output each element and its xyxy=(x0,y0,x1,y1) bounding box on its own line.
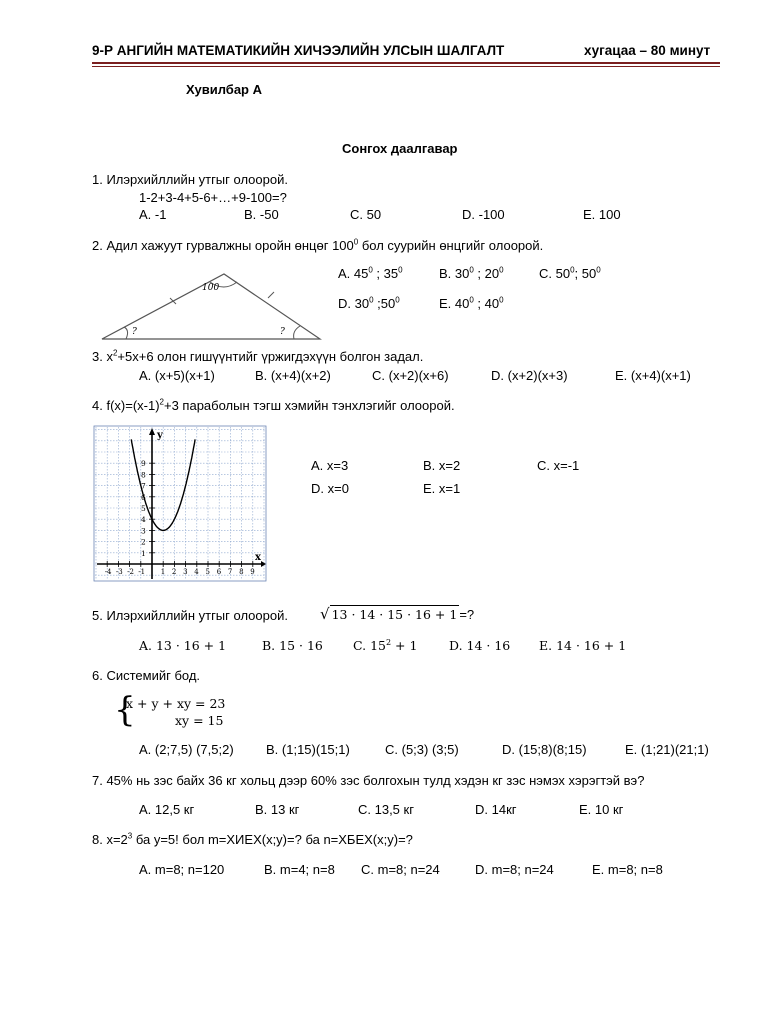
q5-expression: √ 13 · 14 · 15 · 16 + 1 =? xyxy=(320,605,475,623)
q2-option-d: D. $30^0$ $;50^0$ xyxy=(338,295,400,311)
q6-equation-2: xy = 15 xyxy=(175,713,224,728)
q6-option-a: A. (2;7,5) (7,5;2) xyxy=(139,742,234,757)
q3-option-a: A. (x+5)(x+1) xyxy=(139,368,215,383)
q7-option-a: A. 12,5 кг xyxy=(139,802,195,817)
y-tick-label: 3 xyxy=(141,526,146,536)
q3-option-e: E. (x+4)(x+1) xyxy=(615,368,691,383)
q8-option-d: D. m=8; n=24 xyxy=(475,862,554,877)
x-tick-label: 9 xyxy=(250,568,255,576)
triangle-left-angle-label: ? xyxy=(132,327,137,337)
q7-option-e: E. 10 кг xyxy=(579,802,624,817)
q8-option-c: C. m=8; n=24 xyxy=(361,862,440,877)
triangle-apex-label: 100 xyxy=(202,283,220,293)
variant-label: Хувилбар А xyxy=(186,82,263,97)
q1-expression: 1-2+3-4+5-6+…+9-100=? xyxy=(139,190,287,205)
q1-prompt: 1. Илэрхийллийн утгыг олоорой. xyxy=(92,172,288,187)
y-tick-label: 6 xyxy=(141,492,146,502)
q6-option-c: C. (5;3) (3;5) xyxy=(385,742,459,757)
q6-equation-1: x + y + xy = 23 xyxy=(126,696,226,711)
q2-prompt: 2. Адил хажуут гурвалжны оройн өнцөг $100^0$ бол суурийн өнцгийг олоорой. xyxy=(92,237,544,253)
y-tick-label: 2 xyxy=(141,537,146,547)
q7-option-c: C. 13,5 кг xyxy=(358,802,414,817)
y-tick-label: 1 xyxy=(141,548,146,558)
isosceles-triangle-figure xyxy=(98,268,328,344)
q2-option-c: C. $50^0$; $50^0$ xyxy=(539,265,601,281)
y-tick-label: 4 xyxy=(141,515,146,525)
q5-option-a: A. 13 · 16 + 1 xyxy=(139,638,227,653)
q8-option-b: B. m=4; n=8 xyxy=(264,862,335,877)
q5-option-e: E. 14 · 16 + 1 xyxy=(539,638,627,653)
x-tick-label: -3 xyxy=(115,568,123,576)
x-tick-label: 3 xyxy=(183,568,188,576)
q3-prompt: 3. $x^2+5x+6$ олон гишүүнтийг үржигдэхүүн болгон задал. xyxy=(92,348,424,364)
x-tick-label: 6 xyxy=(216,568,222,576)
q3-option-c: C. (x+2)(x+6) xyxy=(372,368,449,383)
x-tick-label: 8 xyxy=(239,568,244,576)
exam-duration: хугацаа – 80 минут xyxy=(584,43,711,58)
q8-option-a: A. m=8; n=120 xyxy=(139,862,225,877)
triangle-right-angle-label: ? xyxy=(280,327,285,337)
x-tick-label: 2 xyxy=(171,568,177,576)
x-tick-label: 4 xyxy=(194,568,199,576)
q5-prompt: 5. Илэрхийллийн утгыг олоорой. xyxy=(92,608,288,623)
y-tick-label: 7 xyxy=(141,481,146,491)
x-axis-arrow xyxy=(261,561,266,567)
q2-option-e: E. $40^0$ ; $40^0$ xyxy=(439,295,504,311)
q4-option-c: C. x=-1 xyxy=(537,458,580,473)
q4-prompt: 4. $f(x)=(x-1)^2+3$ параболын тэгш хэмийн тэнхлэгийг олоорой. xyxy=(92,397,455,413)
q6-prompt: 6. Системийг бод. xyxy=(92,668,201,683)
q5-option-b: B. 15 · 16 xyxy=(262,638,323,653)
q1-option-c: C. 50 xyxy=(350,207,382,222)
q7-option-b: B. 13 кг xyxy=(255,802,300,817)
q6-option-d: D. (15;8)(8;15) xyxy=(502,742,587,757)
q8-option-e: E. m=8; n=8 xyxy=(592,862,663,877)
q5-option-c: C. $15^2 + 1$ xyxy=(353,637,418,653)
x-axis-label: x xyxy=(255,552,261,563)
q7-option-d: D. 14кг xyxy=(475,802,517,817)
q4-option-d: D. x=0 xyxy=(311,481,349,496)
x-tick-label: -4 xyxy=(104,568,112,576)
q4-option-a: A. x=3 xyxy=(311,458,349,473)
q8-prompt: 8. $x=2^3$ ба y=5! бол m=ХИЕХ(x;y)=? ба n=ХБЕХ(x;y)=? xyxy=(92,831,413,847)
q1-option-a: A. -1 xyxy=(139,207,167,222)
y-tick-label: 9 xyxy=(141,459,146,469)
q6-option-e: E. (1;21)(21;1) xyxy=(625,742,709,757)
y-axis-arrow xyxy=(149,428,155,435)
section-title: Сонгох даалгавар xyxy=(342,141,458,156)
header-rule xyxy=(92,62,720,64)
q6-option-b: B. (1;15)(15;1) xyxy=(266,742,350,757)
q4-option-b: B. x=2 xyxy=(423,458,461,473)
x-tick-label: -1 xyxy=(138,568,146,576)
q5-option-d: D. 14 · 16 xyxy=(449,638,511,653)
header-rule-thin xyxy=(92,66,720,67)
x-tick-label: -2 xyxy=(127,568,134,576)
q1-option-b: B. -50 xyxy=(244,207,279,222)
x-tick-label: 1 xyxy=(160,568,166,576)
parabola-graph xyxy=(93,425,267,582)
q1-option-d: D. -100 xyxy=(462,207,505,222)
y-tick-label: 8 xyxy=(141,470,146,480)
q2-option-a: A. $45^0$ ; $35^0$ xyxy=(338,265,403,281)
exam-title: 9-Р АНГИЙН МАТЕМАТИКИЙН ХИЧЭЭЛИЙН УЛСЫН ШАЛГАЛТ xyxy=(92,43,505,58)
y-tick-label: 5 xyxy=(141,504,146,513)
q3-option-d: D. (x+2)(x+3) xyxy=(491,368,568,383)
q1-option-e: E. 100 xyxy=(583,207,621,222)
y-axis-label: y xyxy=(157,430,163,441)
x-tick-label: 7 xyxy=(227,568,233,576)
q3-option-b: B. (x+4)(x+2) xyxy=(255,368,331,383)
x-tick-label: 5 xyxy=(205,568,210,576)
q7-prompt: 7. 45% нь зэс байх 36 кг хольц дээр 60% зэс болгохын тулд хэдэн кг зэс нэмэх хэрэгтэй вэ? xyxy=(92,773,645,788)
q2-option-b: B. $30^0$ ; $20^0$ xyxy=(439,265,504,281)
system-brace: { xyxy=(114,690,136,730)
q4-option-e: E. x=1 xyxy=(423,481,461,496)
